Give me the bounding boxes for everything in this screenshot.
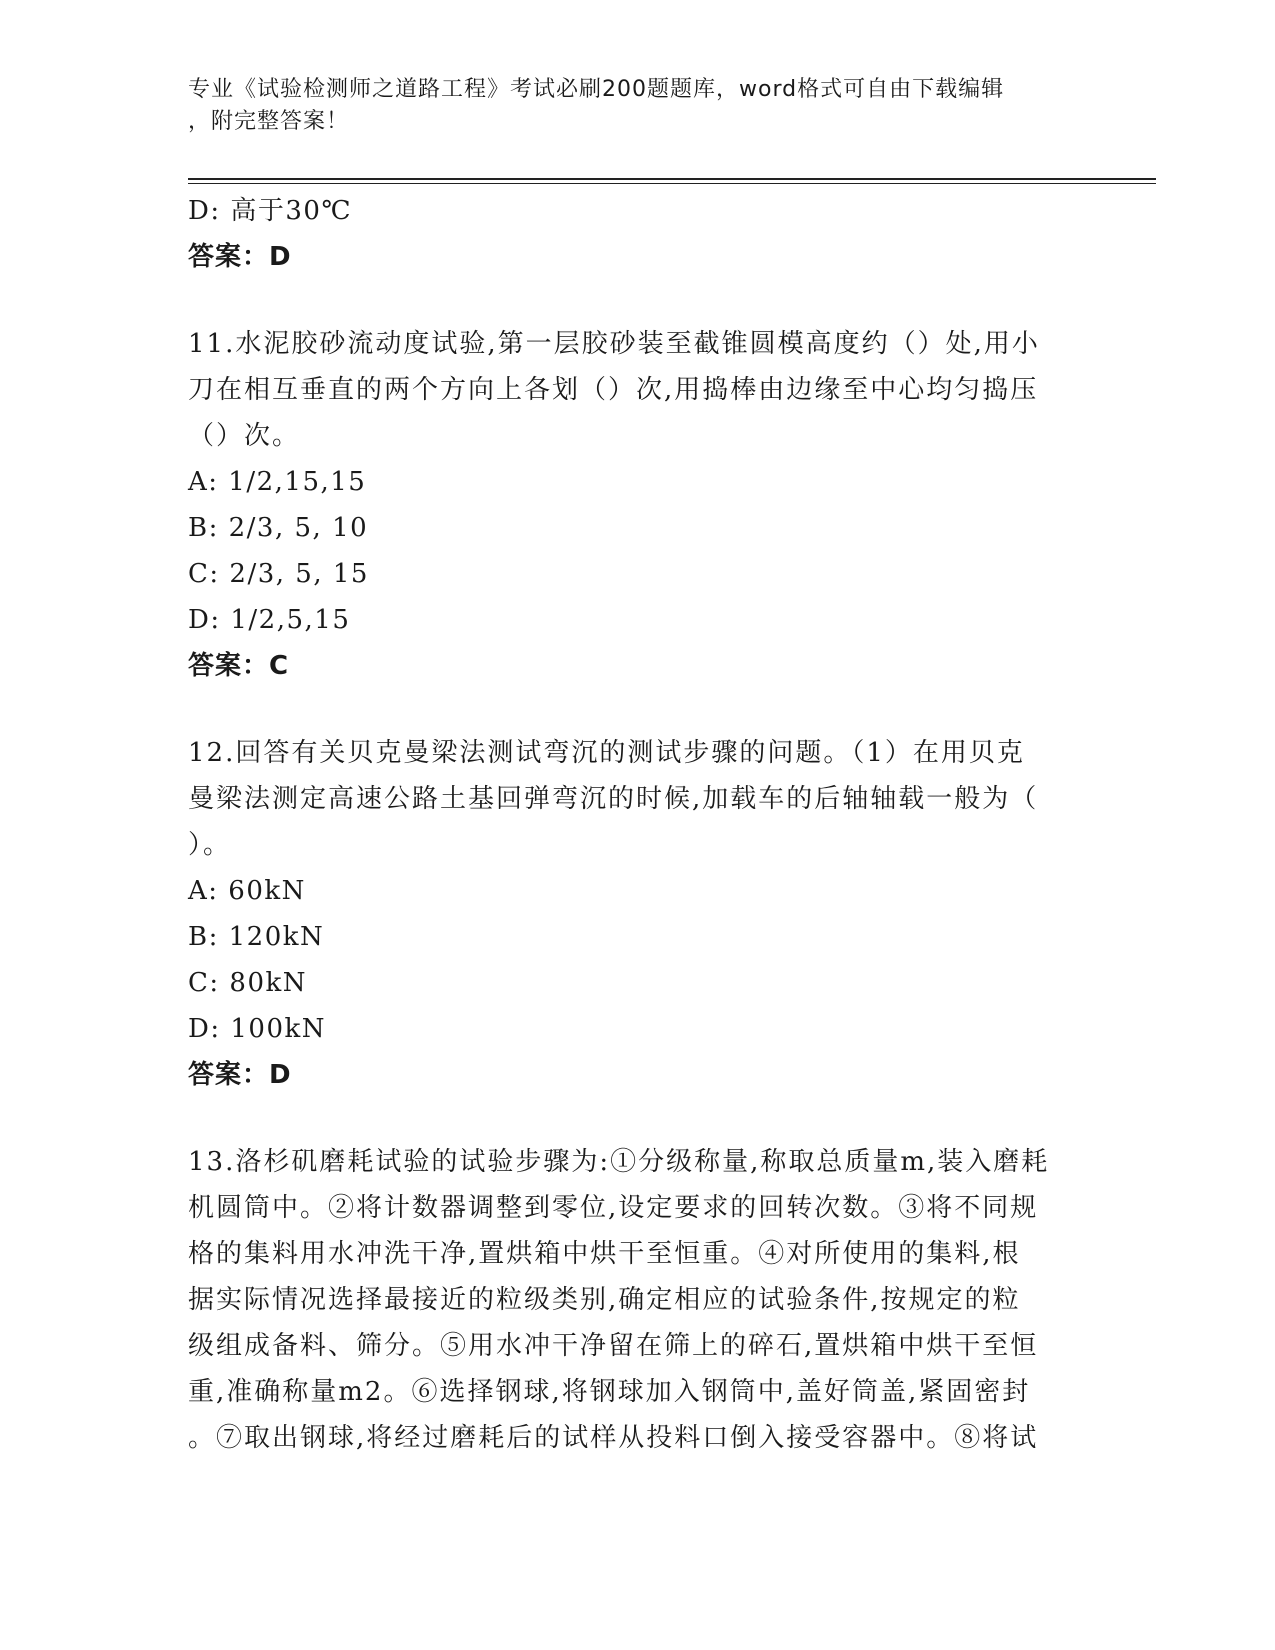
option-c: C: 80kN: [188, 968, 308, 998]
question-text-line: 据实际情况选择最接近的粒级类别,确定相应的试验条件,按规定的粒: [188, 1285, 1021, 1315]
question-text-line: 刀在相互垂直的两个方向上各划（）次,用捣棒由边缘至中心均匀捣压: [188, 375, 1039, 405]
option-a: A: 60kN: [188, 876, 306, 906]
page-content: [188, 188, 1088, 1461]
question-text-line: 12.回答有关贝克曼梁法测试弯沉的测试步骤的问题。（1）在用贝克: [188, 738, 1025, 768]
question-text: [188, 730, 1088, 868]
question-12: [188, 730, 1088, 1098]
option-d: D: 100kN: [188, 1014, 327, 1044]
option-a: A: 1/2,15,15: [188, 467, 367, 497]
question-text-line: 。⑦取出钢球,将经过磨耗后的试样从投料口倒入接受容器中。⑧将试: [188, 1423, 1039, 1453]
question-text-line: 重,准确称量m2。⑥选择钢球,将钢球加入钢筒中,盖好筒盖,紧固密封: [188, 1377, 1031, 1407]
option-d: D: 1/2,5,15: [188, 605, 351, 635]
prev-answer: 答案：D: [188, 242, 292, 272]
answer: 答案：C: [188, 651, 290, 681]
header-divider-thin: [188, 183, 1156, 184]
header-title-line-1: 专业《试验检测师之道路工程》考试必刷200题题库，word格式可自由下载编辑: [188, 77, 1005, 102]
question-text-line: 曼梁法测定高速公路土基回弹弯沉的时候,加载车的后轴轴载一般为（: [188, 784, 1039, 814]
question-text-line: 13.洛杉矶磨耗试验的试验步骤为:①分级称量,称取总质量m,装入磨耗: [188, 1147, 1050, 1177]
question-text: [188, 321, 1088, 459]
header-title-line-2: ，附完整答案！: [188, 109, 350, 134]
page-header: [188, 74, 1078, 138]
prev-option-d: D: 高于30℃: [188, 196, 353, 226]
question-11: [188, 321, 1088, 689]
question-text-line: （）次。: [188, 421, 301, 451]
option-b: B: 2/3, 5, 10: [188, 513, 369, 543]
question-text-line: 11.水泥胶砂流动度试验,第一层胶砂装至截锥圆模高度约（）处,用小: [188, 329, 1040, 359]
question-text: [188, 1139, 1088, 1461]
option-b: B: 120kN: [188, 922, 325, 952]
question-13: [188, 1139, 1088, 1461]
question-text-line: 机圆筒中。②将计数器调整到零位,设定要求的回转次数。③将不同规: [188, 1193, 1039, 1223]
option-c: C: 2/3, 5, 15: [188, 559, 369, 589]
answer: 答案：D: [188, 1060, 292, 1090]
question-text-line: 级组成备料、筛分。⑤用水冲干净留在筛上的碎石,置烘箱中烘干至恒: [188, 1331, 1039, 1361]
question-text-line: 格的集料用水冲洗干净,置烘箱中烘干至恒重。④对所使用的集料,根: [188, 1239, 1021, 1269]
header-divider: [188, 178, 1156, 180]
question-text-line: ）。: [188, 830, 232, 860]
